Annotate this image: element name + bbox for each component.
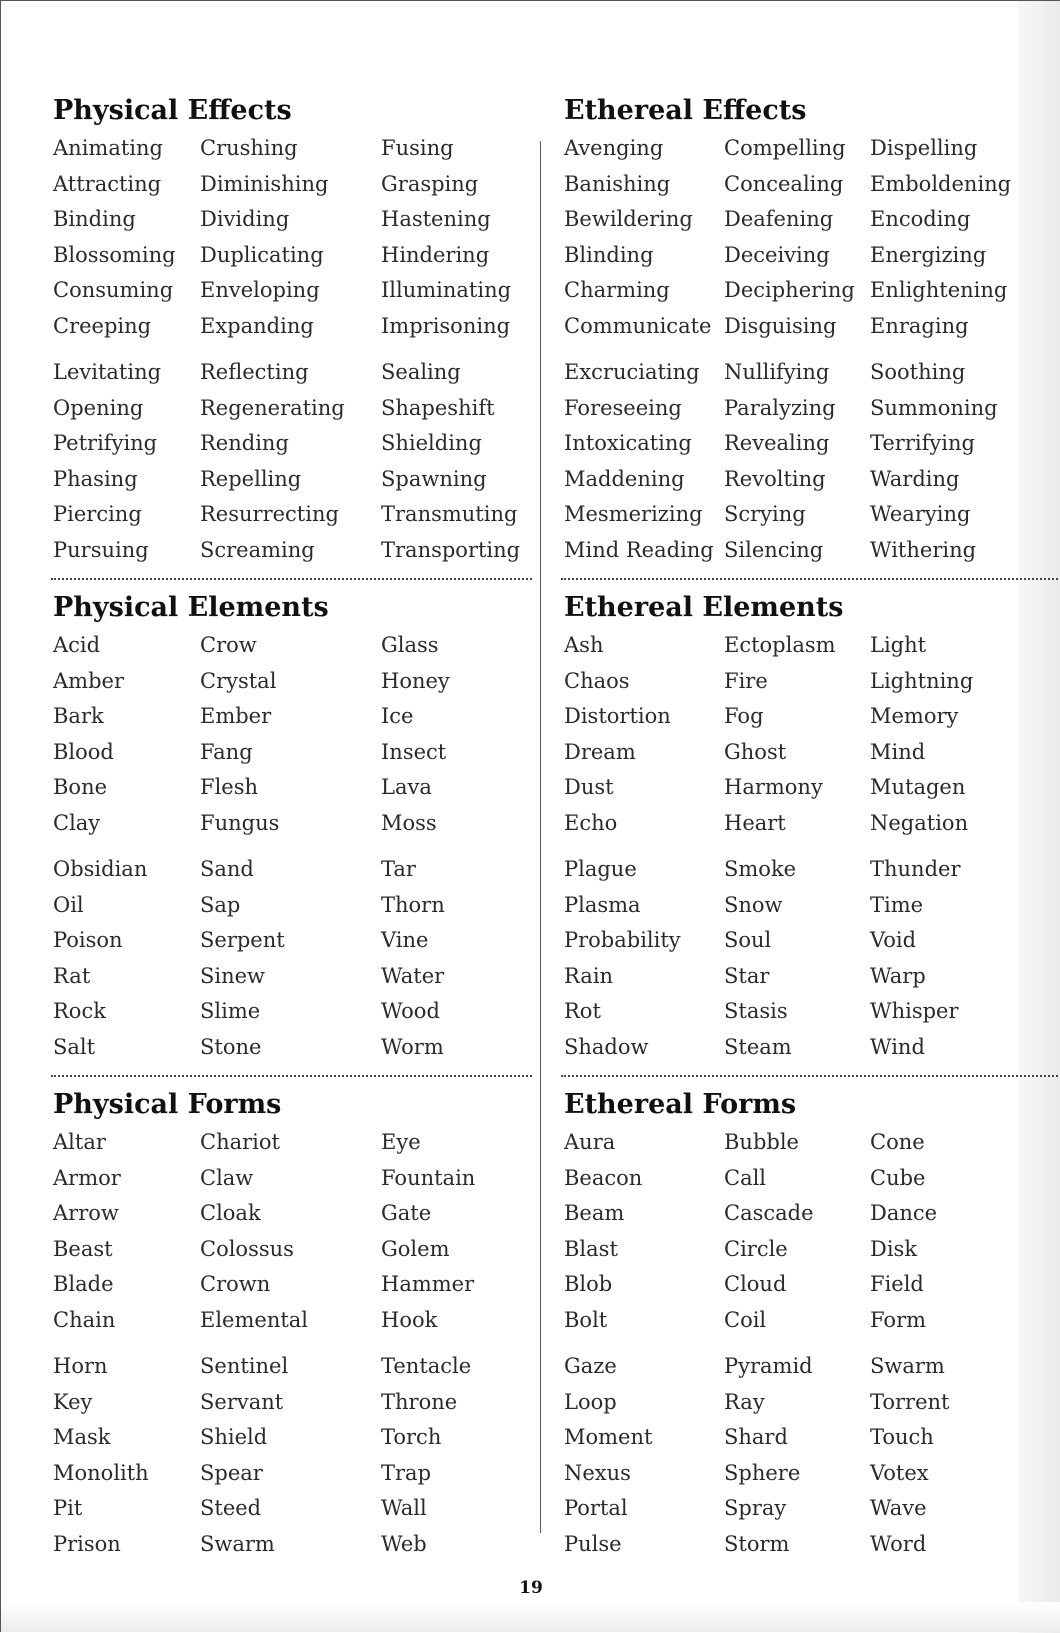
- word-entry: Warding: [870, 466, 960, 491]
- word-entry: Votex: [870, 1460, 929, 1485]
- word-entry: Silencing: [724, 537, 824, 562]
- word-group: [53, 1349, 528, 1562]
- word-entry: Probability: [564, 928, 681, 952]
- word-entry: Snow: [724, 892, 783, 917]
- word-entry: Poison: [53, 928, 123, 952]
- word-group: [53, 852, 528, 1065]
- word-entry: Cone: [870, 1130, 925, 1154]
- section-ethereal-forms: [564, 1085, 1039, 1562]
- word-entry: Shielding: [381, 431, 482, 455]
- word-entry: Emboldening: [870, 171, 1012, 196]
- word-entry: Worm: [381, 1034, 444, 1059]
- word-entry: Armor: [53, 1165, 121, 1190]
- word-entry: Whisper: [870, 999, 959, 1023]
- word-entry: Oil: [53, 892, 84, 917]
- word-entry: Swarm: [870, 1354, 945, 1378]
- word-entry: Servant: [200, 1389, 284, 1414]
- word-entry: Fang: [200, 739, 253, 764]
- word-entry: Glass: [381, 633, 439, 657]
- word-entry: Dance: [870, 1201, 938, 1225]
- word-entry: Moment: [564, 1425, 653, 1449]
- word-entry: Paralyzing: [724, 395, 836, 420]
- word-entry: Sinew: [200, 963, 266, 988]
- word-entry: Hindering: [381, 242, 490, 267]
- word-entry: Blast: [564, 1236, 618, 1261]
- word-entry: Revealing: [724, 431, 830, 455]
- word-entry: Dust: [564, 775, 614, 799]
- word-entry: Binding: [53, 207, 136, 231]
- word-entry: Animating: [53, 136, 163, 160]
- word-entry: Rot: [564, 999, 601, 1023]
- section-title: Ethereal Forms: [564, 1089, 797, 1120]
- word-group: [564, 355, 1039, 568]
- word-entry: Enveloping: [200, 278, 320, 302]
- word-entry: Time: [870, 892, 924, 917]
- word-entry: Communicate: [564, 313, 712, 338]
- word-entry: Call: [724, 1165, 767, 1190]
- word-entry: Beam: [564, 1201, 625, 1225]
- page-number: 19: [519, 1578, 543, 1598]
- section-title: Physical Effects: [53, 95, 292, 126]
- word-entry: Excruciating: [564, 360, 700, 384]
- word-entry: Shield: [200, 1425, 268, 1449]
- word-entry: Echo: [564, 810, 618, 835]
- word-entry: Cube: [870, 1165, 926, 1190]
- word-entry: Disk: [870, 1236, 918, 1261]
- word-entry: Cascade: [724, 1201, 814, 1225]
- word-entry: Spawning: [381, 466, 487, 491]
- word-entry: Shard: [724, 1425, 788, 1449]
- word-entry: Golem: [381, 1236, 450, 1261]
- word-entry: Prison: [53, 1531, 121, 1556]
- word-entry: Wind: [870, 1034, 925, 1059]
- word-entry: Bubble: [724, 1130, 799, 1154]
- page-bottom-shadow: [1, 1602, 1060, 1632]
- word-entry: Charming: [564, 278, 670, 302]
- word-entry: Shadow: [564, 1034, 649, 1059]
- word-entry: Wall: [381, 1496, 427, 1520]
- word-entry: Thorn: [381, 892, 445, 917]
- word-entry: Fusing: [381, 136, 454, 160]
- word-entry: Fungus: [200, 810, 280, 835]
- word-entry: Distortion: [564, 704, 671, 728]
- word-entry: Screaming: [200, 537, 315, 562]
- word-entry: Plasma: [564, 892, 641, 917]
- word-entry: Form: [870, 1307, 927, 1332]
- word-entry: Blob: [564, 1272, 613, 1296]
- word-entry: Gaze: [564, 1354, 617, 1378]
- word-entry: Fire: [724, 668, 768, 693]
- word-entry: Water: [381, 963, 445, 988]
- word-entry: Dividing: [200, 207, 290, 231]
- word-group: [564, 628, 1039, 841]
- section-physical-elements: [53, 588, 528, 1065]
- word-entry: Ray: [724, 1389, 765, 1414]
- word-entry: Mask: [53, 1425, 111, 1449]
- word-entry: Smoke: [724, 857, 797, 881]
- word-entry: Enlightening: [870, 278, 1008, 302]
- word-entry: Transmuting: [381, 502, 518, 526]
- word-entry: Levitating: [53, 360, 162, 384]
- word-entry: Summoning: [870, 395, 998, 420]
- word-entry: Swarm: [200, 1531, 275, 1556]
- word-entry: Expanding: [200, 313, 314, 338]
- word-entry: Deceiving: [724, 242, 830, 267]
- word-entry: Monolith: [53, 1460, 149, 1485]
- word-entry: Word: [870, 1531, 927, 1556]
- word-entry: Blinding: [564, 242, 654, 267]
- word-entry: Terrifying: [870, 431, 975, 455]
- word-entry: Mind: [870, 739, 926, 764]
- word-entry: Imprisoning: [381, 313, 511, 338]
- word-entry: Ectoplasm: [724, 633, 836, 657]
- word-entry: Maddening: [564, 466, 685, 491]
- word-entry: Torrent: [870, 1389, 950, 1414]
- word-entry: Storm: [724, 1531, 790, 1556]
- word-group: [564, 131, 1039, 344]
- word-entry: Obsidian: [53, 857, 148, 881]
- word-entry: Ghost: [724, 739, 787, 764]
- word-entry: Avenging: [564, 136, 664, 160]
- word-entry: Cloud: [724, 1272, 787, 1296]
- word-entry: Foreseeing: [564, 395, 682, 420]
- section-divider: [561, 578, 1060, 580]
- word-group: [564, 852, 1039, 1065]
- word-entry: Piercing: [53, 502, 142, 526]
- word-entry: Harmony: [724, 775, 823, 799]
- word-entry: Honey: [381, 668, 450, 693]
- word-entry: Tar: [381, 857, 416, 881]
- section-ethereal-effects: [564, 91, 1039, 568]
- word-entry: Spray: [724, 1496, 787, 1520]
- word-entry: Sand: [200, 857, 254, 881]
- word-entry: Wood: [381, 999, 440, 1023]
- word-entry: Mesmerizing: [564, 502, 703, 526]
- word-group: [564, 1349, 1039, 1562]
- word-entry: Pit: [53, 1496, 83, 1520]
- word-entry: Star: [724, 963, 770, 988]
- word-entry: Coil: [724, 1307, 767, 1332]
- word-entry: Crushing: [200, 136, 298, 160]
- word-entry: Regenerating: [200, 395, 345, 420]
- word-entry: Bewildering: [564, 207, 693, 231]
- word-entry: Dream: [564, 739, 636, 764]
- word-entry: Resurrecting: [200, 502, 339, 526]
- word-entry: Salt: [53, 1034, 96, 1059]
- word-entry: Chain: [53, 1307, 116, 1332]
- word-entry: Colossus: [200, 1236, 294, 1261]
- word-entry: Compelling: [724, 136, 846, 160]
- section-divider: [51, 1075, 532, 1077]
- word-entry: Claw: [200, 1165, 254, 1190]
- column-divider: [540, 141, 541, 1533]
- word-entry: Energizing: [870, 242, 987, 267]
- word-entry: Sphere: [724, 1460, 801, 1485]
- word-entry: Enraging: [870, 313, 969, 338]
- word-entry: Arrow: [53, 1201, 119, 1225]
- word-entry: Fog: [724, 704, 764, 728]
- word-entry: Soul: [724, 928, 772, 952]
- word-entry: Crown: [200, 1272, 271, 1296]
- word-entry: Aura: [564, 1130, 616, 1154]
- word-entry: Thunder: [870, 857, 961, 881]
- word-entry: Petrifying: [53, 431, 158, 455]
- word-entry: Clay: [53, 810, 101, 835]
- word-entry: Insect: [381, 739, 447, 764]
- word-entry: Blade: [53, 1272, 114, 1296]
- word-entry: Eye: [381, 1130, 421, 1154]
- word-entry: Throne: [381, 1389, 458, 1414]
- word-entry: Heart: [724, 810, 786, 835]
- word-entry: Stone: [200, 1034, 262, 1059]
- word-entry: Attracting: [53, 171, 162, 196]
- section-physical-forms: [53, 1085, 528, 1562]
- word-entry: Cloak: [200, 1201, 261, 1225]
- word-entry: Banishing: [564, 171, 671, 196]
- word-entry: Loop: [564, 1389, 617, 1414]
- word-entry: Blood: [53, 739, 114, 764]
- word-entry: Spear: [200, 1460, 263, 1485]
- word-entry: Wave: [870, 1496, 927, 1520]
- word-entry: Blossoming: [53, 242, 176, 267]
- word-entry: Ash: [564, 633, 604, 657]
- word-entry: Negation: [870, 810, 969, 835]
- word-entry: Pursuing: [53, 537, 149, 562]
- left-column: [53, 91, 528, 1562]
- word-entry: Stasis: [724, 999, 788, 1023]
- section-ethereal-elements: [564, 588, 1039, 1065]
- word-entry: Ice: [381, 704, 414, 728]
- word-entry: Transporting: [381, 537, 521, 562]
- word-entry: Plague: [564, 857, 637, 881]
- word-entry: Bolt: [564, 1307, 608, 1332]
- word-entry: Withering: [870, 537, 977, 562]
- word-group: [53, 1125, 528, 1338]
- word-entry: Concealing: [724, 171, 844, 196]
- word-entry: Sentinel: [200, 1354, 289, 1378]
- word-entry: Deciphering: [724, 278, 855, 302]
- word-entry: Duplicating: [200, 242, 324, 267]
- word-entry: Mutagen: [870, 775, 966, 799]
- word-entry: Mind Reading: [564, 537, 714, 562]
- word-entry: Steam: [724, 1034, 792, 1059]
- word-entry: Hastening: [381, 207, 491, 231]
- right-column: [564, 91, 1039, 1562]
- word-entry: Nexus: [564, 1460, 631, 1485]
- word-entry: Scrying: [724, 502, 806, 526]
- word-entry: Flesh: [200, 775, 259, 799]
- word-entry: Vine: [381, 928, 429, 952]
- word-entry: Lava: [381, 775, 432, 799]
- word-entry: Slime: [200, 999, 261, 1023]
- word-entry: Moss: [381, 810, 437, 835]
- word-entry: Beast: [53, 1236, 113, 1261]
- word-entry: Circle: [724, 1236, 788, 1261]
- word-entry: Amber: [53, 668, 124, 693]
- word-entry: Hammer: [381, 1272, 475, 1296]
- word-entry: Serpent: [200, 928, 285, 952]
- section-title: Ethereal Effects: [564, 95, 807, 126]
- word-entry: Horn: [53, 1354, 108, 1378]
- word-entry: Revolting: [724, 466, 826, 491]
- section-physical-effects: [53, 91, 528, 568]
- word-entry: Key: [53, 1389, 93, 1414]
- word-entry: Pulse: [564, 1531, 622, 1556]
- word-entry: Sealing: [381, 360, 461, 384]
- word-entry: Creeping: [53, 313, 152, 338]
- word-group: [53, 628, 528, 841]
- word-entry: Acid: [53, 633, 101, 657]
- word-entry: Warp: [870, 963, 926, 988]
- word-entry: Rain: [564, 963, 614, 988]
- word-entry: Lightning: [870, 668, 974, 693]
- word-entry: Chariot: [200, 1130, 280, 1154]
- word-entry: Opening: [53, 395, 144, 420]
- word-entry: Rending: [200, 431, 289, 455]
- word-entry: Crystal: [200, 668, 277, 693]
- word-entry: Encoding: [870, 207, 971, 231]
- word-entry: Beacon: [564, 1165, 643, 1190]
- word-entry: Hook: [381, 1307, 438, 1332]
- section-divider: [51, 578, 532, 580]
- word-entry: Crow: [200, 633, 257, 657]
- word-entry: Intoxicating: [564, 431, 692, 455]
- section-divider: [561, 1075, 1060, 1077]
- word-entry: Rat: [53, 963, 91, 988]
- section-title: Physical Elements: [53, 592, 329, 623]
- word-entry: Deafening: [724, 207, 834, 231]
- word-entry: Web: [381, 1531, 427, 1556]
- word-entry: Void: [870, 928, 917, 952]
- word-entry: Portal: [564, 1496, 628, 1520]
- word-entry: Illuminating: [381, 278, 512, 302]
- word-entry: Light: [870, 633, 927, 657]
- word-entry: Repelling: [200, 466, 302, 491]
- word-group: [53, 355, 528, 568]
- word-group: [564, 1125, 1039, 1338]
- word-entry: Reflecting: [200, 360, 309, 384]
- word-entry: Sap: [200, 892, 241, 917]
- word-entry: Altar: [53, 1130, 106, 1154]
- word-entry: Wearying: [870, 502, 971, 526]
- word-entry: Chaos: [564, 668, 630, 693]
- word-entry: Rock: [53, 999, 106, 1023]
- word-entry: Nullifying: [724, 360, 830, 384]
- word-entry: Pyramid: [724, 1354, 813, 1378]
- word-entry: Memory: [870, 704, 959, 728]
- word-entry: Field: [870, 1272, 924, 1296]
- word-entry: Grasping: [381, 171, 479, 196]
- word-entry: Tentacle: [381, 1354, 472, 1378]
- word-entry: Fountain: [381, 1165, 476, 1190]
- section-title: Ethereal Elements: [564, 592, 844, 623]
- word-entry: Shapeshift: [381, 395, 495, 420]
- word-entry: Consuming: [53, 278, 174, 302]
- word-entry: Bone: [53, 775, 108, 799]
- word-entry: Gate: [381, 1201, 432, 1225]
- word-entry: Trap: [381, 1460, 432, 1485]
- word-entry: Dispelling: [870, 136, 978, 160]
- word-entry: Soothing: [870, 360, 966, 384]
- word-group: [53, 131, 528, 344]
- word-entry: Ember: [200, 704, 272, 728]
- word-entry: Disguising: [724, 313, 837, 338]
- word-entry: Steed: [200, 1496, 262, 1520]
- word-entry: Bark: [53, 704, 104, 728]
- word-entry: Phasing: [53, 466, 138, 491]
- word-entry: Touch: [870, 1425, 934, 1449]
- section-title: Physical Forms: [53, 1089, 282, 1120]
- word-entry: Elemental: [200, 1307, 309, 1332]
- word-entry: Diminishing: [200, 171, 329, 196]
- word-entry: Torch: [381, 1425, 442, 1449]
